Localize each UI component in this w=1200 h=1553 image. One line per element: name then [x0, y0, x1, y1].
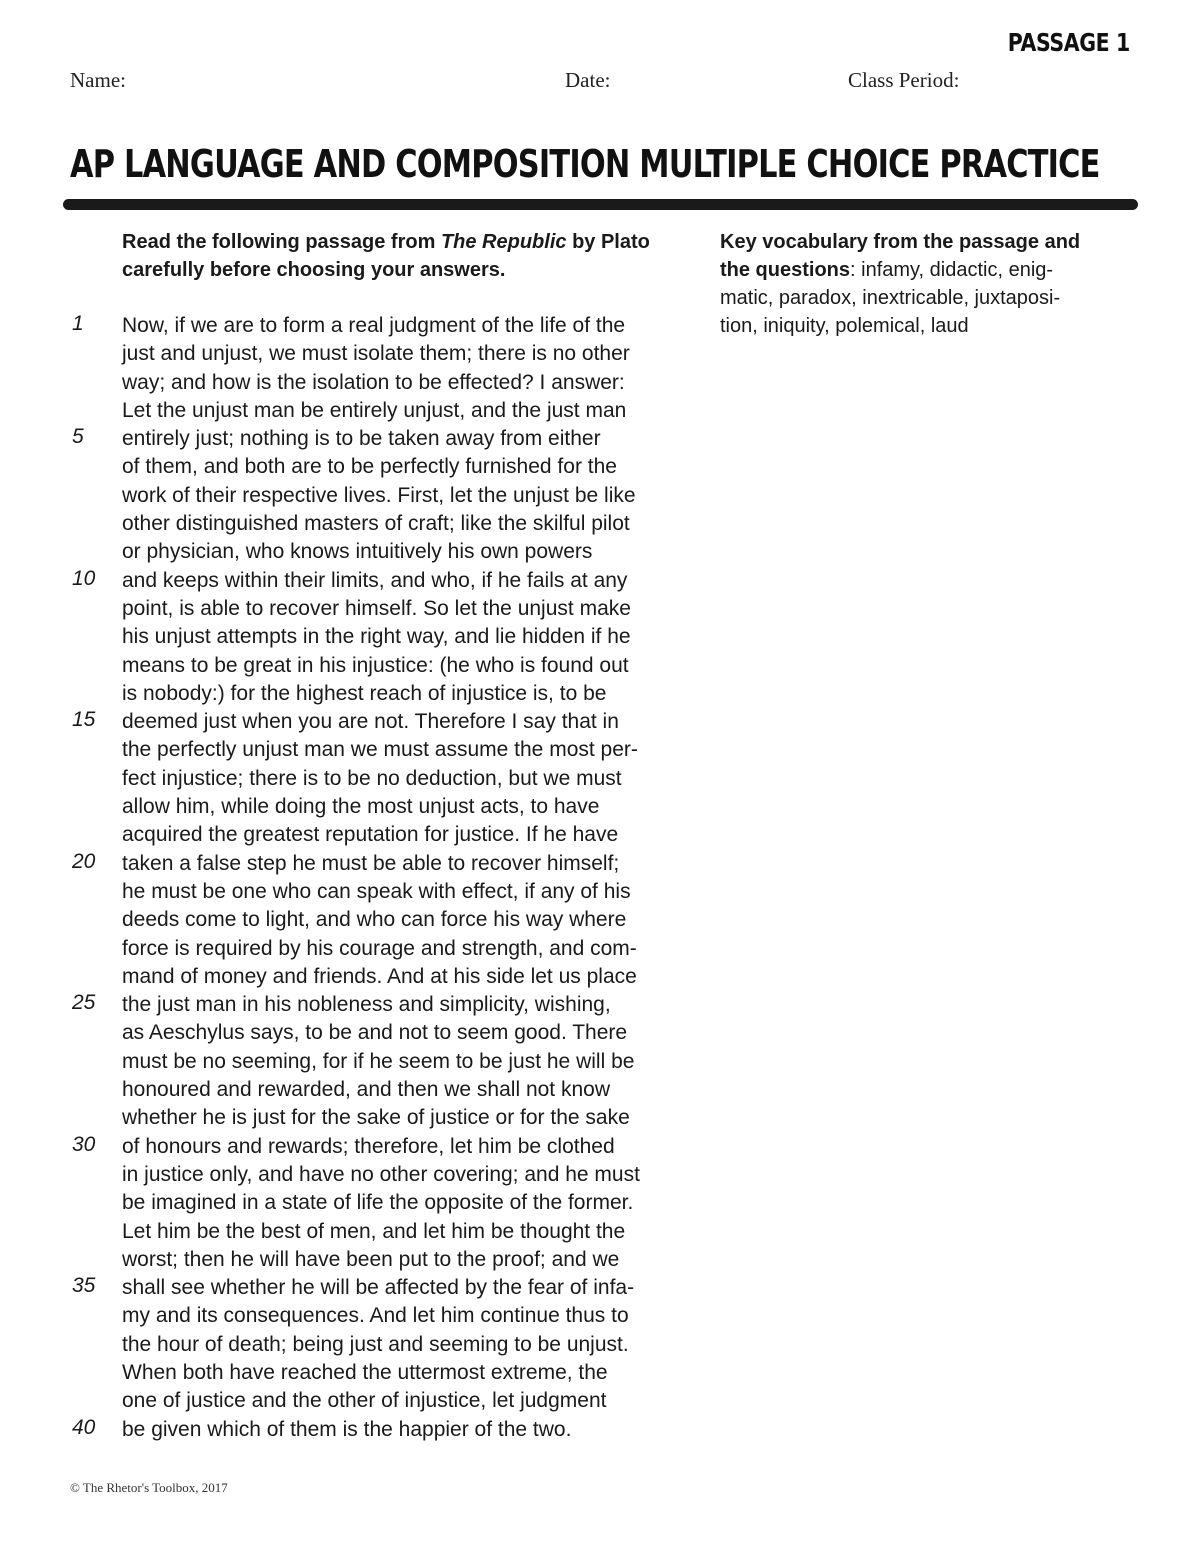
vocab-words-line-2: matic, paradox, inextricable, juxtaposi-: [720, 287, 1061, 309]
vocab-heading-line-1: Key vocabulary from the passage and: [720, 231, 1081, 253]
line-number: 25: [72, 991, 96, 1015]
passage-line: whether he is just for the sake of justice or for the sake: [122, 1106, 630, 1130]
passage-line: is nobody:) for the highest reach of injustice is, to be: [122, 681, 607, 705]
passage-line: and keeps within their limits, and who, if he fails at any: [122, 568, 628, 592]
passage-line: of honours and rewards; therefore, let him be clothed: [122, 1134, 615, 1158]
passage-line: must be no seeming, for if he seem to be just he will be: [122, 1049, 635, 1073]
class-period-label: Class Period:: [848, 68, 960, 92]
line-number: 1: [72, 312, 84, 335]
passage-line: worst; then he will have been put to the proof; and we: [122, 1247, 620, 1271]
passage-line: fect injustice; there is to be no deduction, but we must: [122, 766, 622, 790]
line-number: 15: [72, 708, 96, 732]
passage-line: Let him be the best of men, and let him be thought the: [122, 1219, 626, 1243]
passage-line: he must be one who can speak with effect, if any of his: [122, 879, 631, 903]
passage-line: be imagined in a state of life the opposite of the former.: [122, 1191, 634, 1215]
title-divider: [63, 199, 1138, 210]
passage-line: means to be great in his injustice: (he who is found out: [122, 653, 629, 677]
passage-line: the just man in his nobleness and simplicity, wishing,: [122, 993, 611, 1017]
vocab-colon: :: [850, 259, 856, 281]
vocab-words-line-1: infamy, didactic, enig-: [855, 259, 1054, 281]
passage-label: PASSAGE 1: [1007, 28, 1130, 57]
passage-line: When both have reached the uttermost extreme, the: [122, 1360, 608, 1384]
work-title: The Republic: [440, 231, 567, 253]
instructions-lead: Read the following passage from: [122, 231, 441, 253]
passage-text: [122, 312, 712, 1444]
passage-line: deeds come to light, and who can force his way where: [122, 908, 627, 932]
passage-line: force is required by his courage and strength, and com-: [122, 936, 637, 960]
passage-line: the perfectly unjust man we must assume the most per-: [122, 738, 638, 762]
passage-line: taken a false step he must be able to recover himself;: [122, 851, 620, 875]
passage-line: or physician, who knows intuitively his own powers: [122, 540, 593, 564]
page-title: AP LANGUAGE AND COMPOSITION MULTIPLE CHOICE PRACTICE: [70, 142, 1100, 186]
passage-line: be given which of them is the happier of the two.: [122, 1417, 572, 1441]
instructions-line-2: carefully before choosing your answers.: [122, 259, 506, 281]
passage-line: other distinguished masters of craft; like the skilful pilot: [122, 512, 630, 536]
instructions-line-1: [122, 228, 712, 256]
line-number: 35: [72, 1274, 96, 1298]
line-number: 20: [72, 849, 96, 873]
instructions: [122, 228, 712, 284]
date-label: Date:: [565, 68, 611, 92]
passage-line: my and its consequences. And let him continue thus to: [122, 1304, 629, 1328]
line-number: 5: [72, 425, 84, 449]
passage-line: entirely just; nothing is to be taken away from either: [122, 427, 601, 451]
passage-line: shall see whether he will be affected by the fear of infa-: [122, 1276, 635, 1300]
line-number: 30: [72, 1132, 96, 1156]
passage-line: work of their respective lives. First, let the unjust be like: [122, 483, 636, 507]
passage-line: just and unjust, we must isolate them; there is no other: [122, 342, 630, 366]
passage-line: way; and how is the isolation to be effected? I answer:: [122, 370, 625, 394]
passage-line: his unjust attempts in the right way, and lie hidden if he: [122, 625, 631, 649]
vocab-words-line-3: tion, iniquity, polemical, laud: [720, 315, 969, 337]
passage-line: the hour of death; being just and seeming to be unjust.: [122, 1332, 629, 1356]
key-vocabulary: [720, 228, 1120, 340]
passage-line: allow him, while doing the most unjust acts, to have: [122, 795, 600, 819]
line-number: 10: [72, 566, 96, 590]
passage-line: point, is able to recover himself. So let the unjust make: [122, 596, 631, 620]
line-number: 40: [72, 1415, 96, 1439]
passage-line: honoured and rewarded, and then we shall not know: [122, 1078, 611, 1102]
passage-line: deemed just when you are not. Therefore I say that in: [122, 710, 619, 734]
instructions-author: by Plato: [566, 231, 650, 253]
passage-line: mand of money and friends. And at his side let us place: [122, 964, 637, 988]
passage-line: Now, if we are to form a real judgment of the life of the: [122, 314, 626, 337]
passage-line: acquired the greatest reputation for justice. If he have: [122, 823, 619, 847]
passage-line: of them, and both are to be perfectly furnished for the: [122, 455, 617, 479]
vocab-heading-line-2: the questions: [720, 259, 851, 281]
passage-line: in justice only, and have no other covering; and he must: [122, 1162, 640, 1186]
copyright-notice: © The Rhetor's Toolbox, 2017: [70, 1480, 228, 1495]
passage-line: one of justice and the other of injustice, let judgment: [122, 1389, 607, 1413]
passage-line: as Aeschylus says, to be and not to seem good. There: [122, 1021, 628, 1045]
passage-line: Let the unjust man be entirely unjust, and the just man: [122, 398, 627, 422]
name-label: Name:: [70, 68, 126, 92]
